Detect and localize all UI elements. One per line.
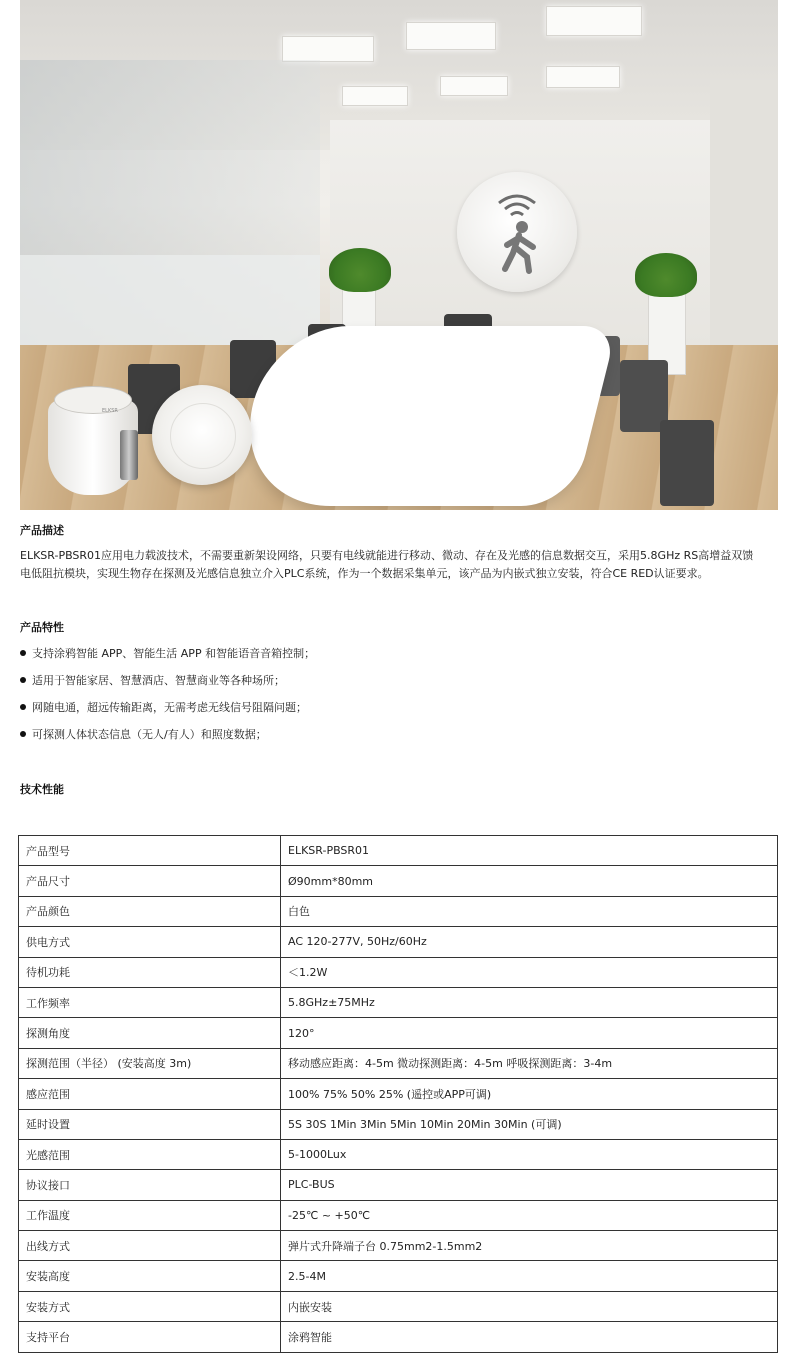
description-heading: 产品描述 [20,524,64,537]
recessed-sensor-device [40,380,150,500]
spec-label: 协议接口 [19,1170,281,1200]
spec-label: 安装方式 [19,1291,281,1321]
specs-heading: 技术性能 [20,783,64,796]
spec-label: 工作温度 [19,1200,281,1230]
spec-value: 5S 30S 1Min 3Min 5Min 10Min 20Min 30Min (可调) [281,1109,778,1139]
spec-value: ＜1.2W [281,957,778,987]
description-line-2: 电低阻抗模块，实现生物存在探测及光感信息独立介入PLC系统，作为一个数据采集单元，该产品为内嵌式独立安装，符合CE RED认证要求。 [20,567,709,580]
sensor-front-cover [152,385,252,485]
product-hero-image [20,0,778,510]
spec-table [18,835,778,1353]
table-row [19,836,778,866]
ceiling-light [546,66,620,88]
ceiling-light [546,6,642,36]
spec-label: 安装高度 [19,1261,281,1291]
office-chair [660,420,714,506]
table-row [19,1109,778,1139]
table-row [19,1139,778,1169]
spec-label: 产品颜色 [19,896,281,926]
ceiling-light [406,22,496,50]
ceiling-light [440,76,508,96]
spec-value: AC 120-277V, 50Hz/60Hz [281,927,778,957]
table-row [19,1079,778,1109]
spec-value: 120° [281,1018,778,1048]
walking-person-radar-icon [457,172,577,292]
table-row [19,957,778,987]
table-row [19,1170,778,1200]
bullet-icon [20,704,26,710]
spec-label: 工作频率 [19,987,281,1017]
spec-label: 出线方式 [19,1231,281,1261]
description-line-1: ELKSR-PBSR01应用电力载波技术，不需要重新架设网络，只要有电线就能进行移动、微动、存在及光感的信息数据交互，采用5.8GHz RS高增益双馈 [20,549,754,562]
table-row [19,1322,778,1352]
spec-value: 内嵌安装 [281,1291,778,1321]
spec-label: 延时设置 [19,1109,281,1139]
table-row [19,987,778,1017]
table-row [19,1291,778,1321]
spec-value: 5-1000Lux [281,1139,778,1169]
table-row [19,1261,778,1291]
conference-table [228,326,618,506]
feature-item: 支持涂鸦智能 APP、智能生活 APP 和智能语音音箱控制； [20,645,315,661]
spec-label: 探测角度 [19,1018,281,1048]
table-row [19,1048,778,1078]
spec-value: 移动感应距离：4-5m 微动探测距离：4-5m 呼吸探测距离：3-4m [281,1048,778,1078]
table-row [19,927,778,957]
spec-value: 5.8GHz±75MHz [281,987,778,1017]
bullet-icon [20,650,26,656]
feature-item: 网随电通，超远传输距离，无需考虑无线信号阻隔问题； [20,699,307,715]
spec-value: -25℃ ~ +50℃ [281,1200,778,1230]
spec-value: 弹片式升降端子台 0.75mm2-1.5mm2 [281,1231,778,1261]
ceiling-light [342,86,408,106]
features-heading: 产品特性 [20,621,64,634]
spec-value: 100% 75% 50% 25% (遥控或APP可调) [281,1079,778,1109]
spec-label: 探测范围（半径） (安装高度 3m) [19,1048,281,1078]
device-label: ELKSR [102,408,118,414]
spec-label: 感应范围 [19,1079,281,1109]
spec-label: 待机功耗 [19,957,281,987]
spec-label: 产品型号 [19,836,281,866]
feature-item: 适用于智能家居、智慧酒店、智慧商业等各种场所； [20,672,285,688]
table-row [19,1018,778,1048]
spec-value: 2.5-4M [281,1261,778,1291]
frosted-glass-band [20,255,320,345]
ceiling-light [282,36,374,62]
bullet-icon [20,677,26,683]
spec-label: 供电方式 [19,927,281,957]
spec-label: 支持平台 [19,1322,281,1352]
table-row [19,896,778,926]
spec-value: PLC-BUS [281,1170,778,1200]
spec-value: 涂鸦智能 [281,1322,778,1352]
spec-value: ELKSR-PBSR01 [281,836,778,866]
spec-label: 光感范围 [19,1139,281,1169]
bullet-icon [20,731,26,737]
table-row [19,1200,778,1230]
feature-item: 可探测人体状态信息（无人/有人）和照度数据； [20,726,267,742]
spec-value: Ø90mm*80mm [281,866,778,896]
table-row [19,866,778,896]
table-row [19,1231,778,1261]
spec-label: 产品尺寸 [19,866,281,896]
spec-value: 白色 [281,896,778,926]
